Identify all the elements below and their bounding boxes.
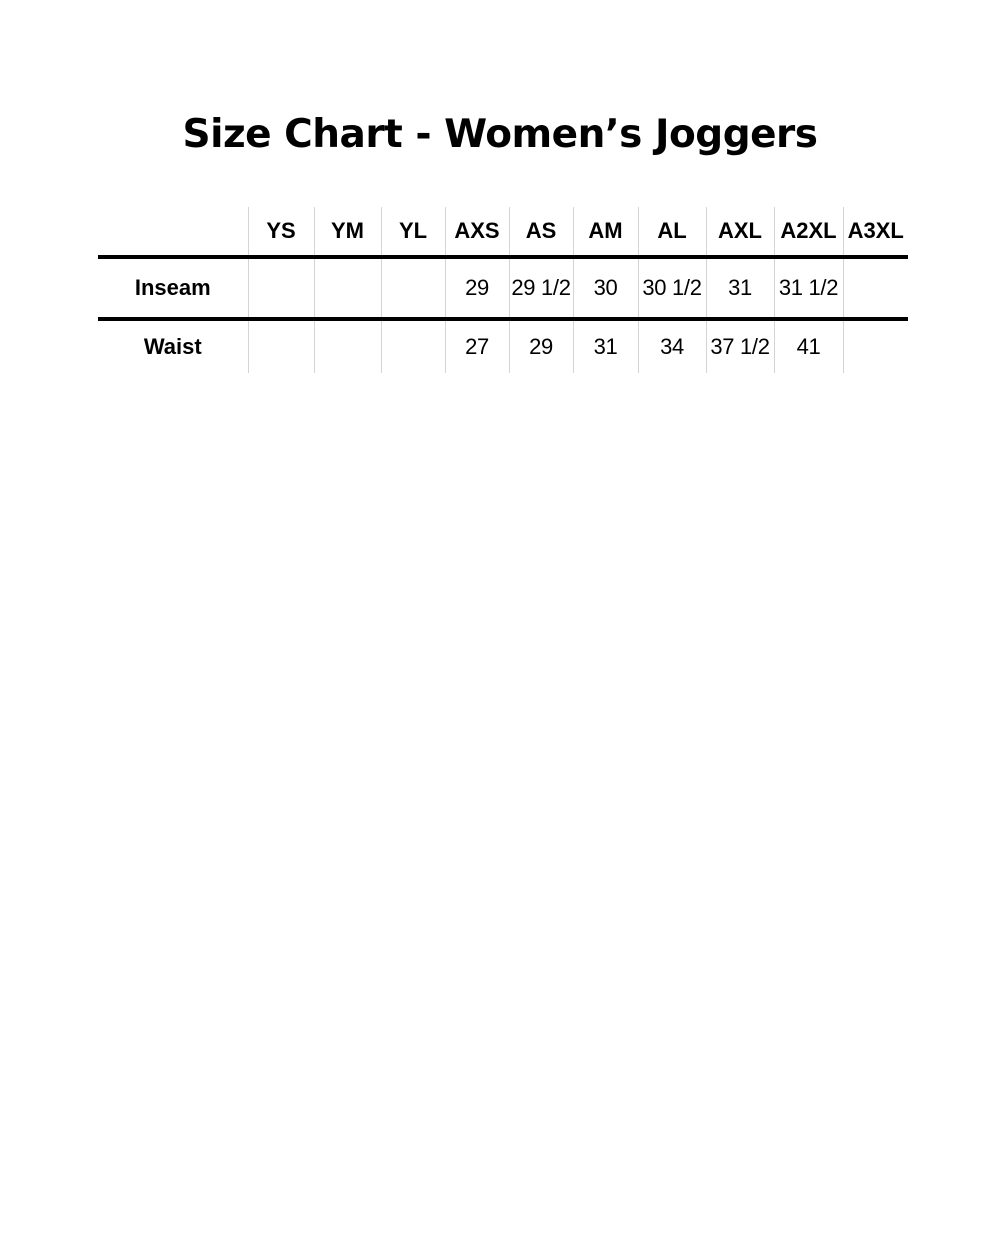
header-cell-axl: AXL [706, 207, 774, 257]
header-cell-a3xl: A3XL [843, 207, 908, 257]
table-row-waist [98, 319, 908, 373]
table-row-inseam [98, 257, 908, 319]
inseam-axl-cell: 31 [706, 257, 774, 319]
inseam-ym-cell [314, 257, 381, 319]
waist-a2xl-cell: 41 [774, 319, 843, 373]
inseam-axs-cell: 29 [445, 257, 509, 319]
waist-a3xl-cell [843, 319, 908, 373]
size-chart-table-container [98, 207, 908, 373]
header-cell-am: AM [573, 207, 638, 257]
inseam-am-cell: 30 [573, 257, 638, 319]
waist-ym-cell [314, 319, 381, 373]
header-cell-yl: YL [381, 207, 445, 257]
size-chart-table [98, 207, 908, 373]
waist-ys-cell [248, 319, 314, 373]
waist-al-cell: 34 [638, 319, 706, 373]
waist-yl-cell [381, 319, 445, 373]
header-cell-ym: YM [314, 207, 381, 257]
header-cell-ys: YS [248, 207, 314, 257]
waist-axl-cell: 37 1/2 [706, 319, 774, 373]
inseam-ys-cell [248, 257, 314, 319]
header-cell-empty [98, 207, 248, 257]
header-cell-axs: AXS [445, 207, 509, 257]
page-title: Size Chart - Women’s Joggers [182, 112, 818, 157]
waist-axs-cell: 27 [445, 319, 509, 373]
waist-am-cell: 31 [573, 319, 638, 373]
waist-as-cell: 29 [509, 319, 573, 373]
header-cell-al: AL [638, 207, 706, 257]
row-label-waist: Waist [143, 334, 202, 359]
inseam-a3xl-cell [843, 257, 908, 319]
inseam-yl-cell [381, 257, 445, 319]
header-row [98, 207, 908, 257]
inseam-al-cell: 30 1/2 [638, 257, 706, 319]
inseam-as-cell: 29 1/2 [509, 257, 573, 319]
inseam-a2xl-cell: 31 1/2 [774, 257, 843, 319]
header-cell-a2xl: A2XL [774, 207, 843, 257]
row-label-inseam: Inseam [98, 257, 248, 319]
header-cell-as: AS [509, 207, 573, 257]
